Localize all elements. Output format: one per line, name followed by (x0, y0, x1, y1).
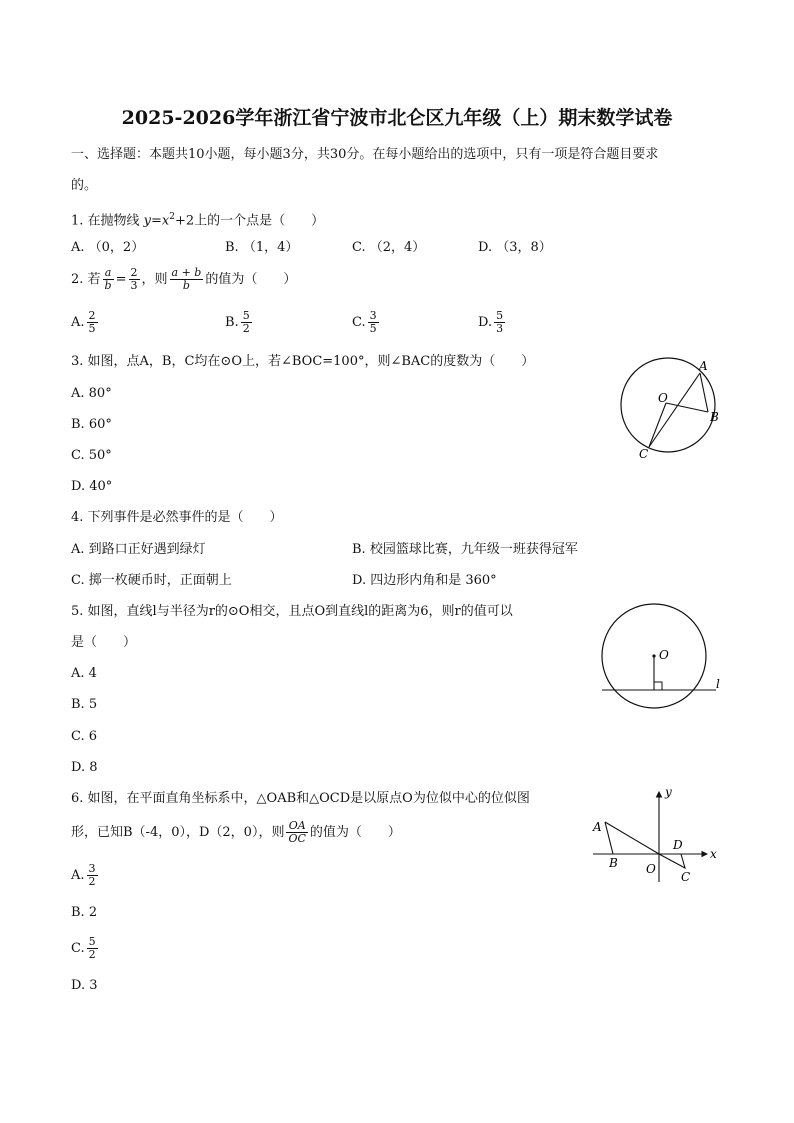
question-4-stem: 4. 下列事件是必然事件的是（ ） (71, 510, 283, 525)
q5-label-o: O (659, 648, 669, 662)
q3-label-b: B (710, 410, 719, 424)
q6-triangle-ocd (659, 854, 685, 868)
question-2-stem: 2. 若 $\frac{a}{b}$ = $\frac{2}{3}$ ，则 $\frac{a + b}{b}$ 的值为（ ） (71, 266, 297, 292)
q1-option-c[interactable]: C. （2，4） (352, 240, 426, 255)
q5-option-b[interactable]: B. 5 (71, 697, 98, 712)
q3-option-b[interactable]: B. 60° (71, 417, 112, 432)
q5-right-angle-mark (654, 682, 662, 690)
q6-option-a[interactable]: A. $\frac{3}{2}$ (71, 862, 96, 888)
q3-label-a: A (699, 359, 708, 373)
q6-label-a: A (593, 820, 602, 834)
q6-label-b: B (609, 856, 618, 870)
q3-option-d[interactable]: D. 40° (71, 479, 113, 494)
q6-triangle-oab (605, 822, 659, 854)
q1-option-d[interactable]: D. （3，8） (478, 240, 552, 255)
q4-option-c[interactable]: C. 掷一枚硬币时，正面朝上 (71, 573, 232, 588)
question-1-stem: 1. 在抛物线 $y=x^2+2$上的一个点是（ ） (71, 212, 325, 229)
q6-label-y: y (665, 786, 672, 799)
q2-option-d[interactable]: D. $\frac{5}{3}$ (478, 309, 504, 335)
q6-label-c: C (681, 870, 691, 884)
q6-option-d[interactable]: D. 3 (71, 978, 98, 993)
q3-segment-ob (666, 403, 708, 412)
q2-option-a[interactable]: A. $\frac{2}{5}$ (71, 309, 96, 335)
q6-option-b[interactable]: B. 2 (71, 905, 98, 920)
q6-label-o: O (646, 862, 656, 876)
q3-label-c: C (639, 447, 649, 461)
q5-center-point (652, 654, 655, 657)
q5-label-l: l (716, 677, 720, 691)
question-5-stem-cont: 是（ ） (71, 635, 137, 650)
q1-option-b[interactable]: B. （1，4） (225, 240, 299, 255)
q6-label-d: D (673, 838, 683, 852)
q3-label-o: O (658, 391, 668, 405)
q4-option-b[interactable]: B. 校园篮球比赛，九年级一班获得冠军 (352, 542, 578, 557)
question-3-stem: 3. 如图，点A，B，C均在⊙O上，若∠BOC=100°，则∠BAC的度数为（ ） (71, 354, 535, 369)
q1-option-a[interactable]: A. （0，2） (71, 240, 145, 255)
question-5-stem: 5. 如图，直线l与半径为r的⊙O相交，且点O到直线l的距离为6，则r的值可以 (71, 604, 513, 619)
q4-option-d[interactable]: D. 四边形内角和是 360° (352, 573, 497, 588)
q6-label-x: x (710, 847, 717, 861)
q2-option-c[interactable]: C. $\frac{3}{5}$ (352, 309, 377, 335)
q6-option-c[interactable]: C. $\frac{5}{2}$ (71, 935, 96, 961)
q6-coordinate-figure (585, 786, 725, 886)
q4-option-a[interactable]: A. 到路口正好遇到绿灯 (71, 542, 206, 557)
question-6-stem: 6. 如图，在平面直角坐标系中，△OAB和△OCD是以原点O为位似中心的位似图 (71, 791, 530, 806)
q5-option-c[interactable]: C. 6 (71, 729, 98, 744)
q5-circle-figure (596, 600, 736, 712)
question-6-stem-cont: 形，已知B（-4，0），D（2，0），则 $\frac{OA}{OC}$ 的值为（ ） (71, 819, 401, 845)
q3-segment-ac (649, 373, 700, 447)
q2-option-b[interactable]: B. $\frac{5}{2}$ (225, 309, 250, 335)
q3-segment-oc (649, 403, 666, 447)
q5-option-a[interactable]: A. 4 (71, 666, 97, 681)
section-heading: 一、选择题：本题共10小题，每小题3分，共30分。在每小题给出的选项中，只有一项是符合题目要求 (71, 147, 659, 162)
q3-circle-figure (610, 355, 730, 465)
q5-option-d[interactable]: D. 8 (71, 760, 98, 775)
q3-option-a[interactable]: A. 80° (71, 386, 112, 401)
q3-option-c[interactable]: C. 50° (71, 448, 112, 463)
page-title: 2025-2026学年浙江省宁波市北仑区九年级（上）期末数学试卷 (121, 107, 673, 129)
section-heading-cont: 的。 (71, 178, 98, 193)
